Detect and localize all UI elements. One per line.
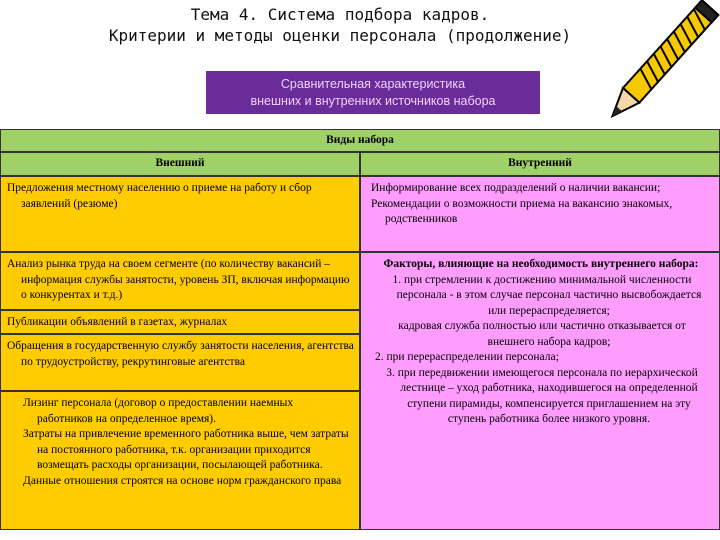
subtitle-line-1: Сравнительная характеристика (280, 76, 466, 91)
subtitle-line-2: внешних и внутренних источников набора (250, 93, 496, 108)
external-costs-text: Затраты на привлечение временного работника выше, чем затраты на постоянного работника, т.к. организации приходится возмещать расходы организации, посылающей работника. (23, 428, 349, 471)
factor-3: 3. при передвижении имеющегося персонала по иерархической лестнице – уход работника, находившегося на определенной ступени пирамиды, компенсируется приглашением на эту ступень работника более низкого уровня. (386, 366, 698, 425)
internal-recommend-text: Рекомендации о возможности приема на вакансию знакомых, родственников (371, 197, 673, 225)
header-recruitment-types: Виды набора (0, 129, 720, 152)
page-title (60, 4, 620, 46)
header-internal: Внутренний (360, 152, 720, 176)
external-leasing-text: Лизинг персонала (договор о предоставлении наемных работников на определенное время). (23, 397, 294, 425)
factor-2: 2. при перераспределении персонала; (375, 351, 559, 363)
pencil-icon (596, 0, 720, 135)
external-row-1: Предложения местному населению о приеме на работу и сбор заявлений (резюме) (0, 176, 360, 252)
external-relations-text: Данные отношения строятся на основе норм гражданского права (23, 474, 342, 487)
internal-informing-text: Информирование всех подразделений о наличии вакансии; (371, 182, 661, 194)
factor-1: 1. при стремлении к достижению минимальной численности персонала - в этом случае персонал частично высвобождается или перераспределяется; (392, 273, 702, 317)
factors-title: Факторы, влияющие на необходимость внутреннего набора: (383, 258, 699, 270)
factor-1b: кадровая служба полностью или частично отказывается от внешнего набора кадров; (398, 320, 686, 348)
comparison-table (0, 129, 720, 530)
header-external: Внешний (0, 152, 360, 176)
title-line-1: Тема 4. Система подбора кадров. (190, 5, 490, 24)
title-line-2: Критерии и методы оценки персонала (продолжение) (108, 26, 572, 45)
subtitle-banner (206, 71, 540, 114)
external-row-2: Анализ рынка труда на своем сегменте (по количеству вакансий – информация службы занятости, уровень ЗП, включая информацию о конкурентах и т.д.) (0, 252, 360, 310)
internal-row-2 (360, 252, 720, 530)
external-row-4: Обращения в государственную службу занятости населения, агентства по трудоустройству, рекрутинговые агентства (0, 334, 360, 391)
external-row-5 (0, 391, 360, 530)
internal-row-1 (360, 176, 720, 252)
external-row-3: Публикации объявлений в газетах, журналах (0, 310, 360, 334)
